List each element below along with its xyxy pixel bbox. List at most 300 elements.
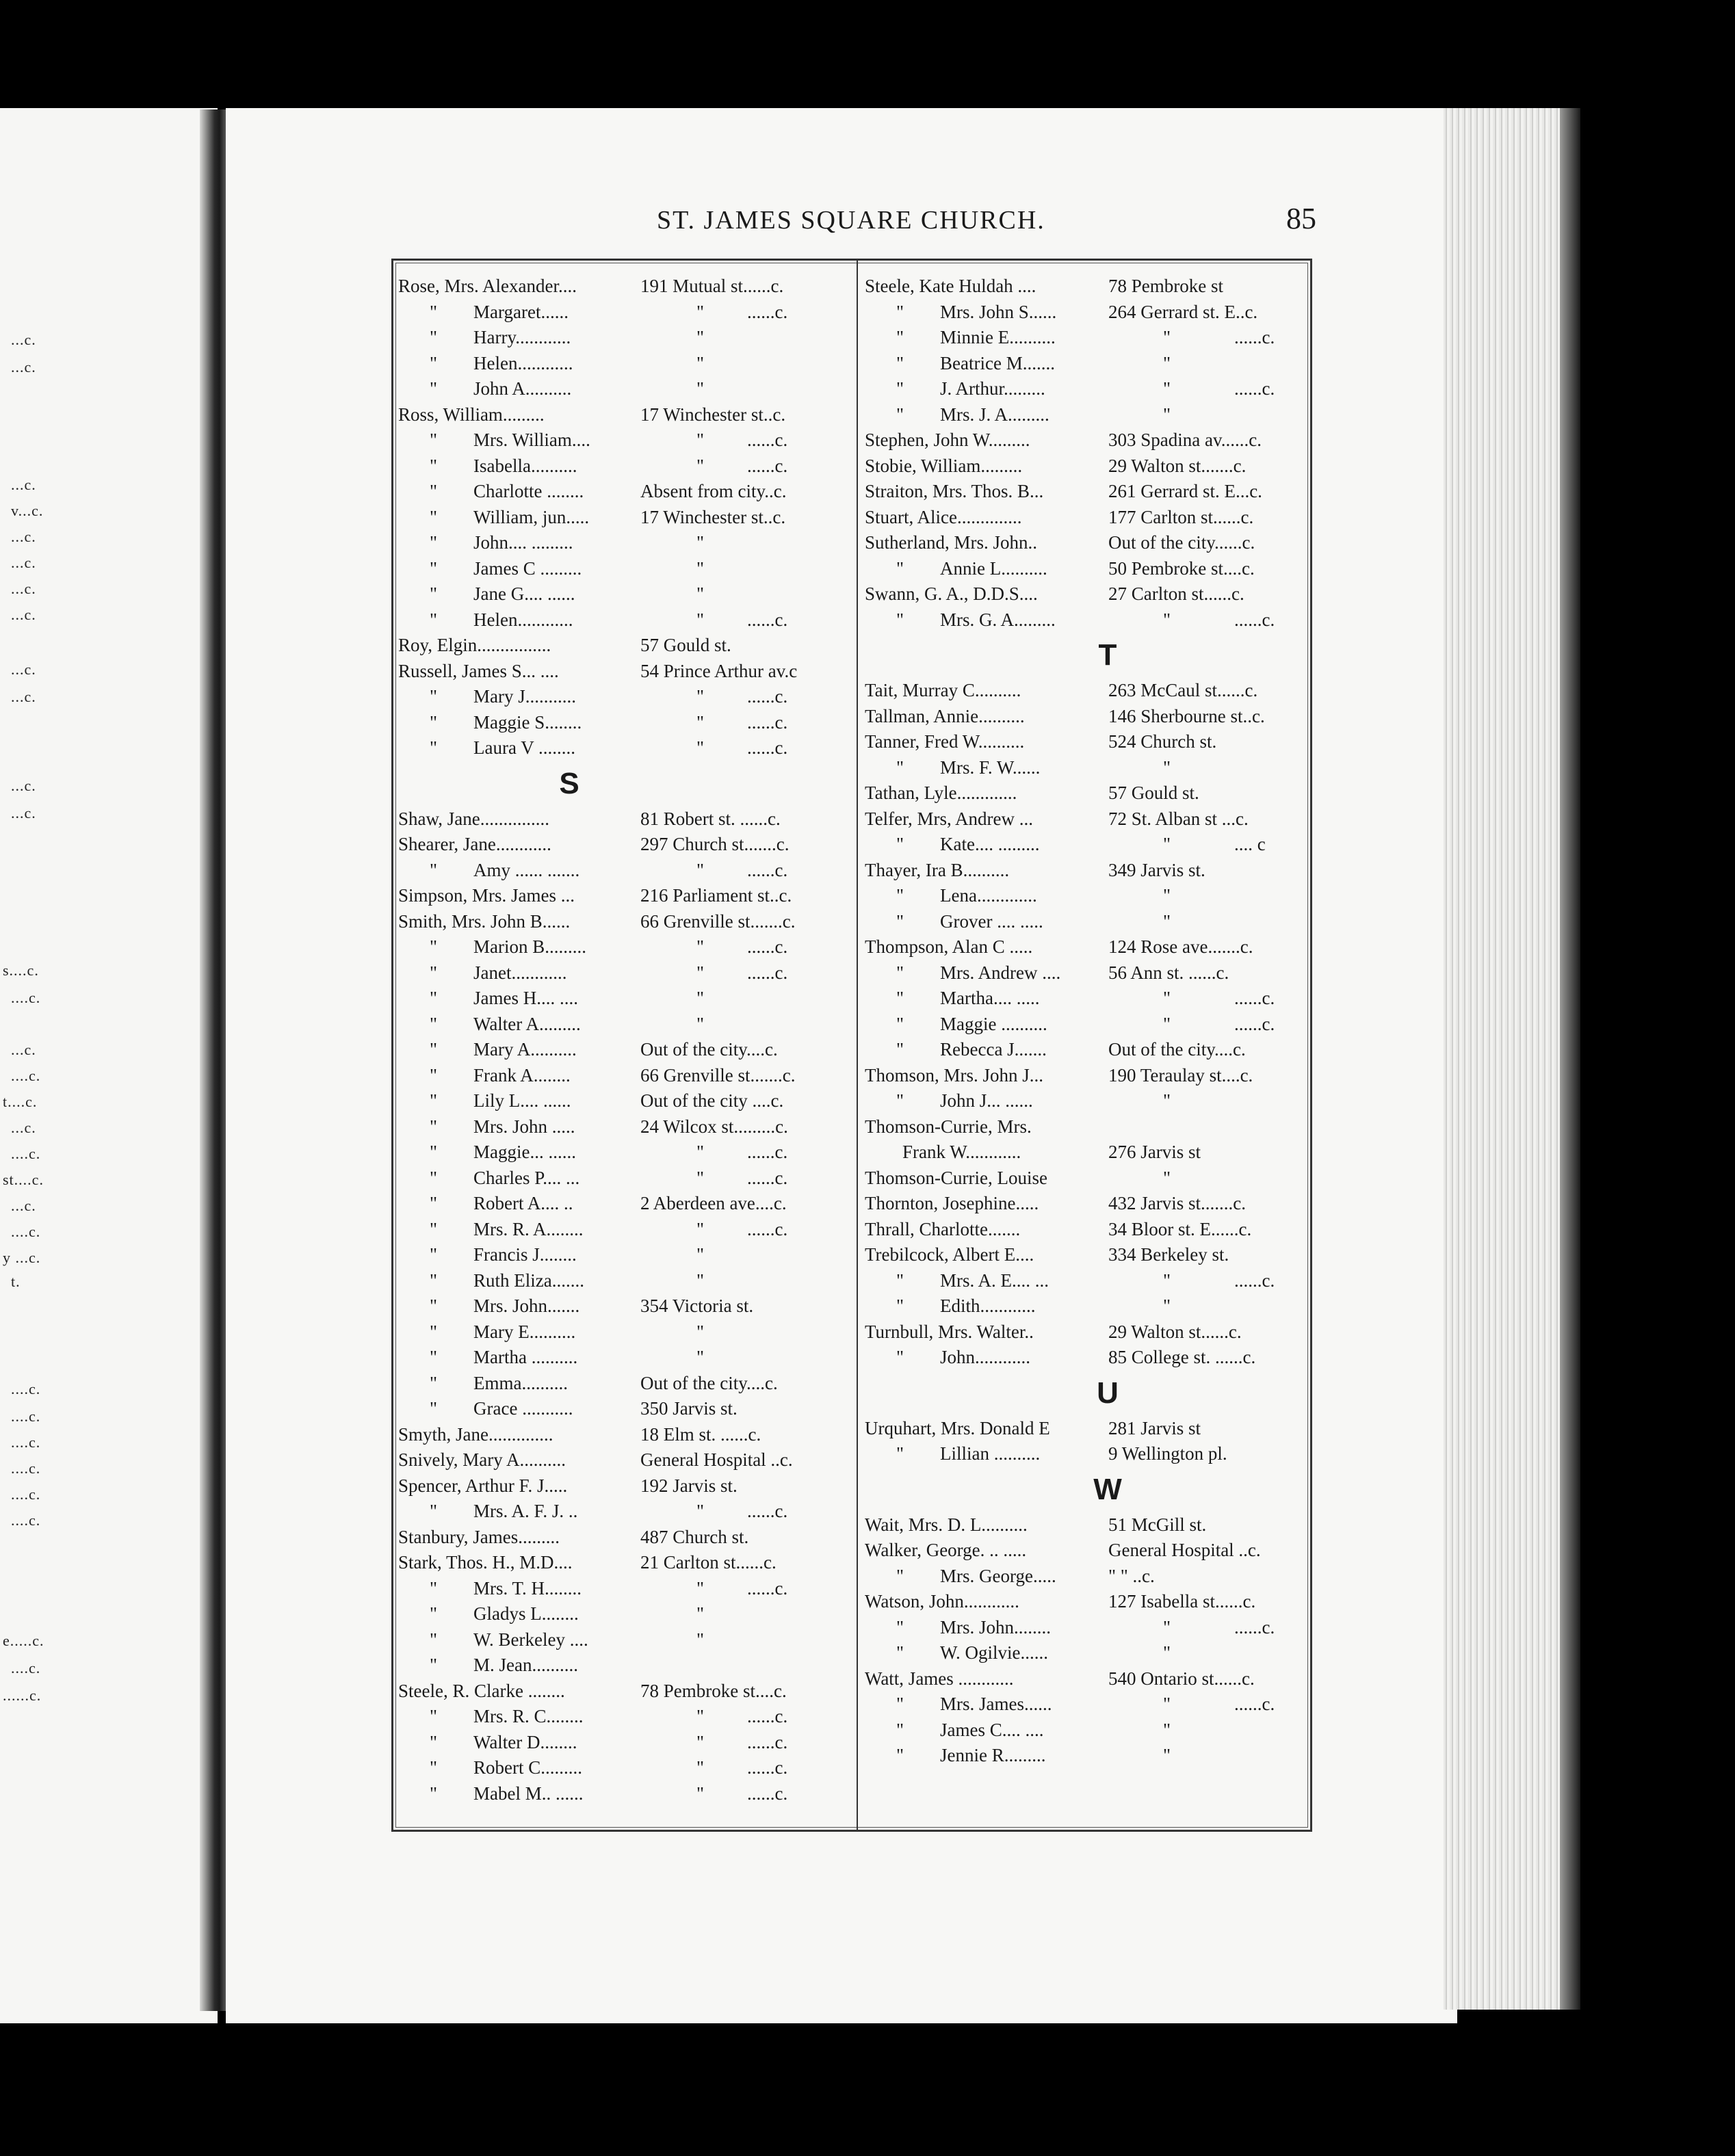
entry-address: "	[696, 532, 705, 553]
facing-page-fragment: ....c.	[11, 1512, 41, 1529]
directory-entry	[398, 1601, 850, 1627]
directory-entry	[398, 684, 850, 710]
entry-address: "	[696, 557, 705, 579]
entry-address: 350 Jarvis st.	[640, 1398, 738, 1419]
ditto-mark: "	[896, 378, 904, 399]
facing-page-fragment: st....c.	[3, 1171, 44, 1188]
entry-name: Spencer, Arthur F. J.....	[398, 1475, 568, 1496]
entry-name: Telfer, Mrs, Andrew ...	[865, 808, 1033, 829]
entry-communicant-mark: ......c.	[747, 301, 788, 322]
entry-address: "	[696, 962, 705, 983]
ditto-mark: "	[430, 378, 438, 399]
entry-name: Trebilcock, Albert E....	[865, 1244, 1034, 1265]
entry-address: 216 Parliament st..c.	[640, 885, 792, 906]
directory-entry	[865, 402, 1309, 428]
directory-entry	[398, 1217, 850, 1243]
ditto-mark: "	[896, 1719, 904, 1740]
ditto-mark: "	[430, 1629, 438, 1650]
ditto-mark: "	[896, 557, 904, 579]
directory-entry	[398, 1755, 850, 1781]
directory-entry	[398, 1140, 850, 1166]
entry-address: 192 Jarvis st.	[640, 1475, 738, 1496]
directory-entry	[398, 806, 850, 832]
ditto-mark: "	[430, 988, 438, 1008]
ditto-mark: "	[896, 352, 904, 373]
entry-address: "	[696, 327, 705, 347]
directory-entry	[398, 1242, 850, 1268]
directory-entry	[865, 1293, 1309, 1319]
entry-address: "	[696, 737, 705, 758]
entry-name: Janet............	[473, 962, 567, 983]
entry-name: W. Berkeley ....	[473, 1629, 588, 1650]
entry-name: Snively, Mary A..........	[398, 1449, 566, 1470]
facing-page-fragment: ...c.	[11, 688, 36, 705]
entry-address: "	[696, 1706, 705, 1726]
directory-entry	[865, 1140, 1309, 1166]
entry-address: "	[1163, 1270, 1171, 1291]
entry-name: Mary J...........	[473, 686, 576, 707]
ditto-mark: "	[430, 1193, 438, 1213]
entry-name: Stephen, John W.........	[865, 430, 1030, 450]
entry-communicant-mark: ......c.	[1234, 609, 1275, 630]
directory-entry	[865, 1615, 1309, 1641]
directory-entry	[865, 1319, 1309, 1345]
entry-address: 2 Aberdeen ave....c.	[640, 1193, 787, 1213]
facing-page-fragment: t....c.	[3, 1093, 38, 1110]
entry-address: "	[696, 1013, 705, 1034]
facing-page-fragment: ...c.	[11, 476, 36, 493]
entry-address: "	[1163, 1090, 1171, 1111]
entry-address: "	[696, 1270, 705, 1291]
entry-address: 54 Prince Arthur av.c	[640, 660, 798, 681]
entry-name: Lena.............	[940, 885, 1037, 906]
entry-address: "	[696, 711, 705, 733]
directory-entry	[865, 530, 1309, 556]
directory-entry	[398, 858, 850, 884]
directory-entry	[865, 729, 1309, 755]
facing-page-fragment: ....c.	[11, 1486, 41, 1503]
entry-address: 540 Ontario st......c.	[1108, 1668, 1255, 1689]
ditto-mark: "	[430, 859, 438, 880]
ditto-mark: "	[430, 1142, 438, 1162]
entry-name: Watson, John............	[865, 1591, 1019, 1612]
entry-address: 261 Gerrard st. E...c.	[1108, 481, 1262, 501]
ditto-mark: "	[430, 1064, 438, 1086]
entry-communicant-mark: ......c.	[747, 711, 788, 733]
ditto-mark: "	[430, 1757, 438, 1778]
facing-page-fragment: ...c.	[11, 606, 36, 623]
entry-communicant-mark: ......c.	[747, 1757, 788, 1778]
entry-name: Mrs. John.......	[473, 1296, 580, 1316]
entry-name: Watt, James ............	[865, 1668, 1014, 1689]
directory-entry	[865, 1564, 1309, 1590]
directory-entry	[865, 325, 1309, 351]
entry-name: Walker, George. .. .....	[865, 1540, 1027, 1560]
ditto-mark: "	[430, 936, 438, 957]
entry-communicant-mark: ......c.	[747, 1167, 788, 1188]
ditto-mark: "	[896, 1745, 904, 1765]
entry-name: Maggie S........	[473, 711, 582, 733]
ditto-mark: "	[896, 1642, 904, 1663]
entry-communicant-mark: ......c.	[1234, 327, 1275, 347]
entry-name: Charles P.... ...	[473, 1167, 580, 1188]
directory-entry	[865, 376, 1309, 402]
entry-name: Smith, Mrs. John B......	[398, 910, 571, 932]
entry-name: Thomson-Currie, Mrs.	[865, 1116, 1032, 1137]
directory-entry	[398, 1525, 850, 1551]
ditto-mark: "	[430, 1398, 438, 1419]
entry-address: 29 Walton st......c.	[1108, 1321, 1242, 1342]
entry-address: "	[696, 859, 705, 880]
entry-address: "	[1163, 404, 1171, 425]
entry-name: Martha.... .....	[940, 988, 1040, 1008]
entry-name: Mrs. T. H........	[473, 1577, 582, 1599]
entry-communicant-mark: ......c.	[747, 1731, 788, 1752]
ditto-mark: "	[430, 737, 438, 758]
ditto-mark: "	[430, 1013, 438, 1034]
entry-name: Mrs. Andrew ....	[940, 962, 1061, 983]
entry-address: "	[696, 686, 705, 707]
directory-entry	[398, 934, 850, 960]
entry-name: Isabella..........	[473, 455, 577, 476]
directory-entry	[398, 351, 850, 377]
directory-entry	[865, 960, 1309, 986]
page-edges	[1444, 108, 1574, 2010]
entry-name: Gladys L........	[473, 1603, 579, 1624]
ditto-mark: "	[430, 455, 438, 476]
directory-entry	[865, 1217, 1309, 1243]
directory-entry	[865, 806, 1309, 832]
directory-entry	[865, 704, 1309, 730]
entry-communicant-mark: .... c	[1234, 834, 1266, 854]
entry-communicant-mark: ......c.	[747, 609, 788, 630]
section-letter-heading: S	[559, 766, 579, 800]
entry-address: " " ..c.	[1108, 1565, 1155, 1586]
ditto-mark: "	[896, 609, 904, 630]
entry-name: Lily L.... ......	[473, 1090, 571, 1111]
ditto-mark: "	[430, 1655, 438, 1675]
entry-address: "	[696, 936, 705, 957]
entry-name: Walter A.........	[473, 1013, 581, 1034]
ditto-mark: "	[430, 1296, 438, 1316]
entry-name: Lillian ..........	[940, 1443, 1041, 1464]
ditto-mark: "	[896, 1013, 904, 1034]
entry-name: Laura V ........	[473, 737, 575, 758]
entry-address: "	[696, 609, 705, 630]
entry-address: "	[1163, 609, 1171, 630]
entry-name: Ross, William.........	[398, 404, 545, 425]
entry-address: General Hospital ..c.	[1108, 1540, 1261, 1560]
column-divider	[857, 259, 858, 1832]
ditto-mark: "	[430, 609, 438, 630]
facing-page-fragment: v...c.	[11, 502, 44, 519]
entry-address: 190 Teraulay st....c.	[1108, 1064, 1253, 1086]
entry-name: Mrs. John S......	[940, 301, 1057, 322]
entry-name: Rose, Mrs. Alexander....	[398, 276, 577, 296]
facing-page-fragment: ......c.	[3, 1687, 42, 1704]
directory-entry	[398, 479, 850, 505]
entry-name: Thompson, Alan C .....	[865, 936, 1033, 957]
directory-entry	[398, 1345, 850, 1371]
entry-communicant-mark: ......c.	[747, 859, 788, 880]
entry-name: Roy, Elgin................	[398, 635, 551, 655]
ditto-mark: "	[896, 404, 904, 425]
ditto-mark: "	[896, 327, 904, 347]
entry-name: Rebecca J.......	[940, 1039, 1047, 1060]
entry-name: Thornton, Josephine.....	[865, 1193, 1039, 1213]
entry-communicant-mark: ......c.	[747, 1218, 788, 1239]
ditto-mark: "	[896, 1039, 904, 1060]
directory-entry	[398, 1166, 850, 1192]
facing-page-fragment: ...c.	[11, 804, 36, 821]
directory-entry	[398, 325, 850, 351]
ditto-mark: "	[430, 532, 438, 553]
entry-address: "	[696, 1167, 705, 1188]
entry-name: Mrs. J. A.........	[940, 404, 1049, 425]
ditto-mark: "	[896, 962, 904, 983]
section-letter-heading: T	[1098, 638, 1117, 672]
directory-entry	[865, 479, 1309, 505]
entry-address: 17 Winchester st..c.	[640, 404, 786, 425]
entry-name: Mrs. John .....	[473, 1116, 575, 1137]
entry-address: 27 Carlton st......c.	[1108, 583, 1244, 604]
ditto-mark: "	[896, 301, 904, 322]
directory-entry	[398, 402, 850, 428]
entry-name: James H.... ....	[473, 988, 578, 1008]
entry-address: "	[1163, 834, 1171, 854]
directory-entry	[398, 1293, 850, 1319]
entry-communicant-mark: ......c.	[1234, 1013, 1275, 1034]
entry-name: Robert C.........	[473, 1757, 582, 1778]
directory-entry	[398, 505, 850, 531]
directory-entry	[398, 1063, 850, 1089]
entry-name: John A..........	[473, 378, 572, 399]
entry-communicant-mark: ......c.	[747, 962, 788, 983]
directory-entry	[398, 428, 850, 453]
entry-address: 9 Wellington pl.	[1108, 1443, 1227, 1464]
ditto-mark: "	[896, 834, 904, 854]
ditto-mark: "	[430, 1372, 438, 1393]
entry-address: 177 Carlton st......c.	[1108, 506, 1254, 527]
directory-entry	[398, 1781, 850, 1807]
entry-name: Tait, Murray C..........	[865, 680, 1021, 700]
directory-entry	[398, 633, 850, 659]
directory-entry	[865, 1191, 1309, 1217]
section-letter-heading: W	[1093, 1472, 1122, 1506]
entry-name: Urquhart, Mrs. Donald E	[865, 1417, 1050, 1438]
entry-address: 334 Berkeley st.	[1108, 1244, 1229, 1265]
ditto-mark: "	[430, 1116, 438, 1137]
entry-communicant-mark: ......c.	[747, 686, 788, 707]
directory-entry	[865, 934, 1309, 960]
entry-name: Jane G.... ......	[473, 583, 575, 604]
entry-name: Thayer, Ira B..........	[865, 859, 1010, 880]
entry-address: 276 Jarvis st	[1108, 1142, 1201, 1162]
directory-entry	[865, 1538, 1309, 1564]
entry-address: 24 Wilcox st.........c.	[640, 1116, 788, 1137]
directory-entry	[398, 1371, 850, 1397]
directory-entry	[398, 1037, 850, 1063]
ditto-mark: "	[430, 1577, 438, 1599]
entry-address: 264 Gerrard st. E..c.	[1108, 301, 1258, 322]
ditto-mark: "	[430, 506, 438, 527]
entry-name: Stobie, William.........	[865, 455, 1023, 476]
ditto-mark: "	[896, 910, 904, 932]
entry-address: 21 Carlton st......c.	[640, 1552, 777, 1573]
entry-address: "	[1163, 1616, 1171, 1638]
directory-entry	[865, 556, 1309, 582]
entry-address: "	[696, 1244, 705, 1265]
entry-address: "	[696, 1731, 705, 1752]
entry-name: Mary A..........	[473, 1039, 577, 1060]
facing-page-fragment: ...c.	[11, 528, 36, 545]
entry-address: "	[696, 988, 705, 1008]
facing-page-fragment: ....c.	[11, 1223, 41, 1240]
entry-name: Jennie R.........	[940, 1745, 1046, 1765]
entry-address: Out of the city....c.	[1108, 1039, 1246, 1060]
directory-entry	[865, 1012, 1309, 1038]
directory-column-left	[398, 274, 850, 1806]
entry-name: Mrs. A. F. J. ..	[473, 1501, 578, 1521]
entry-address: "	[1163, 988, 1171, 1008]
entry-name: Russell, James S... ....	[398, 660, 559, 681]
entry-address: "	[696, 352, 705, 373]
entry-name: Mrs. A. E.... ...	[940, 1270, 1049, 1291]
entry-name: Walter D........	[473, 1731, 577, 1752]
entry-address: "	[696, 1501, 705, 1521]
entry-name: Swann, G. A., D.D.S....	[865, 583, 1038, 604]
facing-page-fragment: ....c.	[11, 1145, 41, 1162]
entry-name: Marion B.........	[473, 936, 586, 957]
ditto-mark: "	[430, 1706, 438, 1726]
ditto-mark: "	[430, 481, 438, 501]
directory-entry	[398, 581, 850, 607]
entry-communicant-mark: ......c.	[747, 1783, 788, 1804]
entry-address: "	[696, 1321, 705, 1342]
directory-entry	[398, 1447, 850, 1473]
entry-address: "	[1163, 1719, 1171, 1740]
entry-name: Tallman, Annie..........	[865, 705, 1025, 726]
entry-address: 78 Pembroke st	[1108, 276, 1223, 296]
entry-communicant-mark: ......c.	[747, 1577, 788, 1599]
entry-address: "	[1163, 885, 1171, 906]
entry-address: 354 Victoria st.	[640, 1296, 754, 1316]
entry-address: "	[1163, 1745, 1171, 1765]
entry-name: Mrs. R. C........	[473, 1706, 584, 1726]
entry-communicant-mark: ......c.	[747, 1142, 788, 1162]
facing-page-fragment: ...c.	[11, 358, 36, 376]
directory-entry	[398, 1268, 850, 1294]
ditto-mark: "	[430, 1167, 438, 1188]
entry-communicant-mark: ......c.	[1234, 1616, 1275, 1638]
entry-name: Kate.... .........	[940, 834, 1040, 854]
facing-page-fragment: ...c.	[11, 1041, 36, 1058]
directory-entry	[398, 659, 850, 685]
ditto-mark: "	[430, 352, 438, 373]
entry-name: Margaret......	[473, 301, 569, 322]
facing-page-fragment: ...c.	[11, 661, 36, 678]
entry-name: Thrall, Charlotte.......	[865, 1218, 1021, 1239]
entry-name: Helen............	[473, 352, 573, 373]
directory-entry	[398, 986, 850, 1012]
entry-address: "	[696, 1577, 705, 1599]
entry-name: Turnbull, Mrs. Walter..	[865, 1321, 1034, 1342]
entry-communicant-mark: ......c.	[747, 737, 788, 758]
entry-name: Annie L..........	[940, 557, 1047, 579]
facing-page-fragment: y ...c.	[3, 1249, 41, 1266]
entry-address: Out of the city....c.	[640, 1039, 778, 1060]
entry-name: Steele, R. Clarke ........	[398, 1680, 565, 1701]
directory-entry	[865, 1589, 1309, 1615]
directory-entry	[865, 1743, 1309, 1769]
facing-page-fragment: ...c.	[11, 580, 36, 597]
entry-name: Straiton, Mrs. Thos. B...	[865, 481, 1044, 501]
entry-communicant-mark: ......c.	[1234, 1694, 1275, 1714]
directory-entry	[398, 1730, 850, 1756]
ditto-mark: "	[430, 1501, 438, 1521]
entry-address: "	[696, 378, 705, 399]
entry-name: Mrs. F. W......	[940, 757, 1041, 778]
entry-address: "	[696, 1783, 705, 1804]
entry-address: 524 Church st.	[1108, 731, 1217, 752]
ditto-mark: "	[430, 1321, 438, 1342]
entry-address: "	[1163, 910, 1171, 932]
entry-name: Frank A........	[473, 1064, 571, 1086]
directory-entry	[865, 883, 1309, 909]
entry-address: "	[696, 1142, 705, 1162]
entry-name: John J... ......	[940, 1090, 1033, 1111]
ditto-mark: "	[430, 301, 438, 322]
entry-address: "	[1163, 757, 1171, 778]
directory-entry	[865, 505, 1309, 531]
directory-entry	[865, 1441, 1309, 1467]
entry-name: James C.... ....	[940, 1719, 1044, 1740]
entry-name: Charlotte ........	[473, 481, 584, 501]
entry-name: Minnie E..........	[940, 327, 1056, 347]
page-edges-shadow	[1560, 108, 1580, 2010]
directory-entry	[398, 300, 850, 326]
directory-entry	[398, 1191, 850, 1217]
entry-address: 349 Jarvis st.	[1108, 859, 1205, 880]
entry-address: 72 St. Alban st ...c.	[1108, 808, 1249, 829]
directory-entry	[398, 607, 850, 633]
entry-name: Harry............	[473, 327, 571, 347]
entry-communicant-mark: ......c.	[1234, 1270, 1275, 1291]
entry-name: Stuart, Alice..............	[865, 506, 1022, 527]
entry-address: "	[696, 1218, 705, 1239]
directory-entry	[398, 1576, 850, 1602]
entry-address: 66 Grenville st.......c.	[640, 1064, 796, 1086]
entry-name: Francis J........	[473, 1244, 577, 1265]
ditto-mark: "	[896, 1694, 904, 1714]
entry-address: Out of the city....c.	[640, 1372, 778, 1393]
directory-entry	[398, 274, 850, 300]
entry-address: 57 Gould st.	[640, 635, 731, 655]
entry-communicant-mark: ......c.	[747, 1706, 788, 1726]
facing-page-fragment: ....c.	[11, 1408, 41, 1425]
facing-page-fragment: ....c.	[11, 1659, 41, 1677]
entry-communicant-mark: ......c.	[747, 936, 788, 957]
ditto-mark: "	[430, 1731, 438, 1752]
ditto-mark: "	[896, 1347, 904, 1367]
directory-entry	[398, 1473, 850, 1499]
directory-entry	[398, 1499, 850, 1525]
directory-entry	[865, 780, 1309, 806]
entry-name: Amy ...... .......	[473, 859, 580, 880]
ditto-mark: "	[430, 430, 438, 450]
entry-name: J. Arthur.........	[940, 378, 1045, 399]
entry-address: "	[696, 1757, 705, 1778]
